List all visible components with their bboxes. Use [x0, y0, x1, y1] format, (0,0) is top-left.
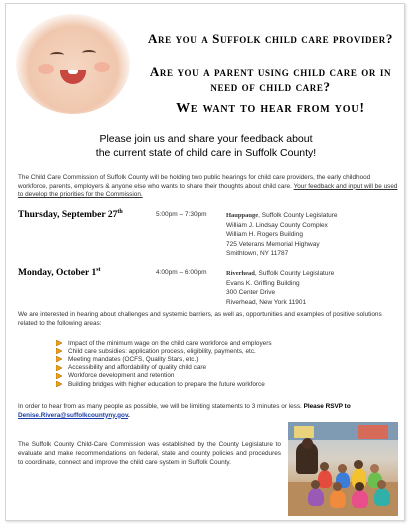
- list-item: Meeting mandates (OCFS, Quality Stars, etc.): [56, 355, 272, 363]
- location-name: Hauppauge: [226, 212, 259, 219]
- rsvp-paragraph: In order to hear from as many people as possible, we will be limiting statements to 3 minutes or less. Please RSVP to Denise.Rivera@suffolkcountyny.gov.: [18, 403, 351, 419]
- classroom-photo: [288, 422, 398, 516]
- hearing-location: Hauppauge, Suffolk County Legislature William J. Lindsay County Complex William H. Rogers Building 725 Veterans Memorial Highway Smithtown, NY 11787: [226, 212, 338, 258]
- triangle-bullet-icon: [56, 348, 62, 354]
- list-item: Child care subsidies: application process, eligibility, payments, etc.: [56, 347, 272, 355]
- hearing-time: 5:00pm – 7:30pm: [156, 211, 207, 218]
- address-line: William J. Lindsay County Complex: [226, 221, 328, 229]
- intro-underlined-text: Your feedback and input will be used to develop the priorities for the Commission.: [18, 182, 398, 199]
- location-name: Riverhead: [226, 270, 255, 277]
- hearing-time: 4:00pm – 6:00pm: [156, 269, 207, 276]
- address-line: Smithtown, NY 11787: [226, 250, 289, 258]
- list-item: Workforce development and retention: [56, 372, 272, 380]
- rsvp-text: In order to hear from as many people as possible, we will be limiting statements to 3 minutes or less.: [18, 403, 302, 410]
- intro-paragraph: [18, 174, 398, 200]
- address-line: 300 Center Drive: [226, 289, 276, 297]
- triangle-bullet-icon: [56, 373, 62, 379]
- headline-want-to-hear: We want to hear from you!: [176, 101, 365, 116]
- address-line: Evans K. Griffing Building: [226, 279, 300, 287]
- intro-text: The Child Care Commission of Suffolk County will be holding two public hearings for child care providers, the early childhood workforce, parents, employers & anyone else who wants to share their thoughts about child care.: [18, 174, 371, 190]
- rsvp-email-link[interactable]: Denise.Rivera@suffolkcountyny.gov: [18, 411, 129, 419]
- invitation-text: [26, 132, 386, 160]
- baby-photo: [16, 14, 130, 114]
- triangle-bullet-icon: [56, 381, 62, 387]
- list-item: Building bridges with higher education to prepare the future workforce: [56, 380, 272, 388]
- mission-statement: The Suffolk County Child-Care Commission was established by the County Legislature to evaluate and make recommendations on federal, state and county policies and procedures to coordinate, connect and improve the child care system in Suffolk County.: [18, 441, 281, 466]
- headline-provider-question: Are you a Suffolk child care provider?: [148, 31, 393, 46]
- hearing-date: Monday, October 1st: [18, 267, 101, 279]
- address-line: Riverhead, New York 11901: [226, 298, 307, 306]
- list-item: Accessibility and affordability of quality child care: [56, 364, 272, 372]
- topics-list: [56, 339, 272, 388]
- flyer-page: [5, 3, 405, 521]
- list-item: Impact of the minimum wage on the child care workforce and employers: [56, 339, 272, 347]
- invitation-line-1: Please join us and share your feedback about: [99, 133, 313, 145]
- interest-paragraph: We are interested in hearing about challenges and systemic barriers, as well as, opportunities and examples of positive solutions related to the following areas:: [18, 311, 382, 327]
- invitation-line-2: the current state of child care in Suffolk County!: [95, 147, 317, 159]
- address-line: 725 Veterans Memorial Highway: [226, 240, 320, 248]
- rsvp-please: Please RSVP to: [303, 403, 351, 410]
- headline-parent-question: Are you a parent using child care or in need of child care?: [149, 64, 392, 94]
- triangle-bullet-icon: [56, 356, 62, 362]
- hearing-date: Thursday, September 27th: [18, 209, 123, 221]
- triangle-bullet-icon: [56, 365, 62, 371]
- address-line: William H. Rogers Building: [226, 231, 303, 239]
- triangle-bullet-icon: [56, 340, 62, 346]
- hearing-location: Riverhead, Suffolk County Legislature Evans K. Griffing Building 300 Center Drive Riverhead, New York 11901: [226, 270, 335, 306]
